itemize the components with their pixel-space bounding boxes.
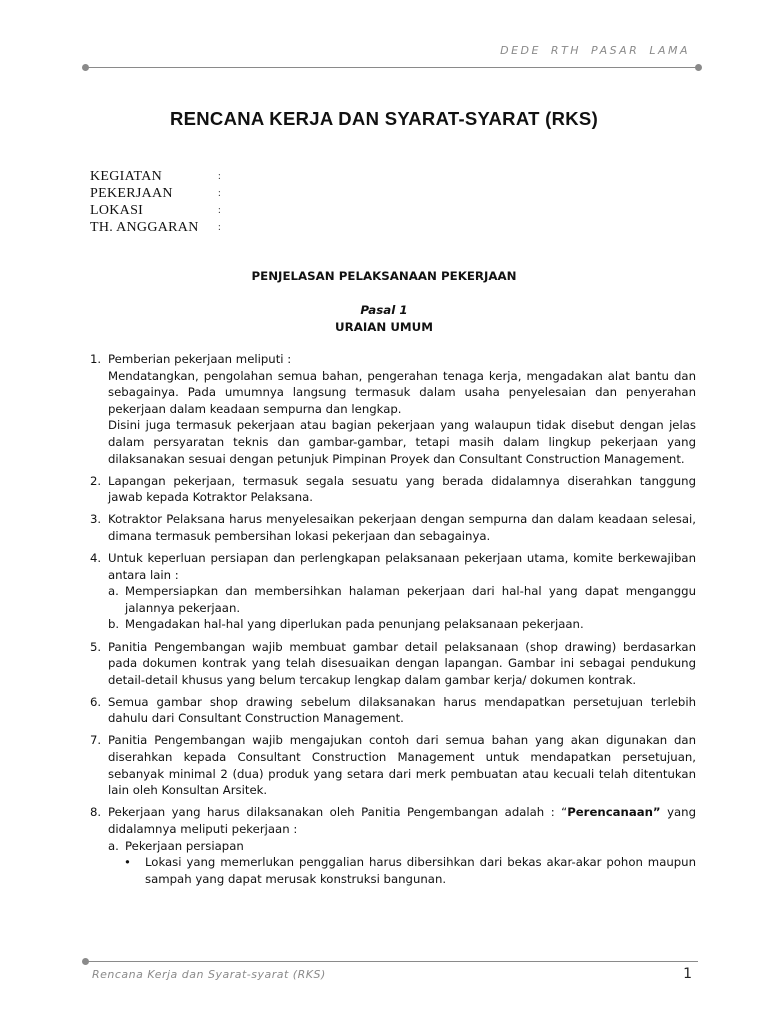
- item-text: Panitia Pengembangan wajib mengajukan contoh dari semua bahan yang akan digunakan dan diserahkan kepada Consultant Construction Management untuk mendapatkan persetujuan, sebanyak minimal 2 (dua) produk yang setara dari merk pembuatan atau kecuali telah ditentukan lain oleh Konsultan Arsitek.: [108, 733, 696, 798]
- meta-colon: :: [218, 205, 221, 216]
- bullet-text: Lokasi yang memerlukan penggalian harus dibersihkan dari bekas akar-akar pohon maupun sampah yang dapat merusak konstruksi bangunan.: [145, 855, 696, 886]
- meta-key: KEGIATAN: [90, 169, 163, 184]
- bullet-icon: •: [124, 855, 131, 870]
- pasal-number: Pasal 1: [360, 303, 408, 317]
- footer-rule: [86, 961, 698, 962]
- meta-colon: :: [218, 171, 221, 182]
- item-number: 1.: [90, 352, 102, 366]
- item-body: [108, 351, 696, 467]
- list-item: [90, 639, 696, 689]
- sub-item-letter: b.: [108, 617, 120, 632]
- meta-row-pekerjaan: [90, 185, 221, 202]
- item-number: 5.: [90, 639, 102, 654]
- item-text: Semua gambar shop drawing sebelum dilaksanakan harus mendapatkan persetujuan terlebih dahulu dari Consultant Construction Management.: [108, 694, 696, 726]
- footer-rule-dot-left: [82, 958, 89, 965]
- list-item: [90, 550, 696, 633]
- article-list: [90, 351, 696, 893]
- header-rule-dot-left: [82, 64, 89, 71]
- item-text: Lapangan pekerjaan, termasuk segala sesuatu yang berada didalamnya diserahkan tanggung jawab kepada Kotraktor Pelaksana.: [108, 473, 696, 505]
- meta-row-anggaran: [90, 219, 221, 236]
- sub-item-a: [108, 838, 696, 855]
- item-body: [108, 804, 696, 887]
- sub-item-text: Mempersiapkan dan membersihkan halaman pekerjaan dari hal-hal yang dapat menganggu jalannya pekerjaan.: [125, 584, 696, 615]
- item-paragraph: [108, 804, 696, 837]
- meta-row-kegiatan: [90, 168, 221, 185]
- header-rule: [86, 67, 698, 68]
- meta-block: [90, 168, 221, 236]
- item-number: 8.: [90, 805, 102, 820]
- item-text-lead: Pekerjaan yang harus dilaksanakan oleh Panitia Pengembangan adalah : “: [108, 805, 568, 820]
- list-item: [90, 804, 696, 887]
- meta-key: TH. ANGGARAN: [90, 220, 199, 235]
- document-title: RENCANA KERJA DAN SYARAT-SYARAT (RKS): [169, 108, 599, 129]
- meta-row-lokasi: [90, 202, 221, 219]
- item-text-tail: yang didalamnya meliputi pekerjaan :: [108, 805, 697, 836]
- sub-item-b: [108, 616, 696, 633]
- list-item: [90, 473, 696, 506]
- meta-colon: :: [218, 222, 221, 233]
- sub-item-letter: a.: [108, 838, 119, 853]
- sub-item-letter: a.: [108, 584, 119, 599]
- item-number: 3.: [90, 512, 102, 527]
- list-item: [90, 732, 696, 798]
- item-paragraph: Untuk keperluan persiapan dan perlengkapan pelaksanaan pekerjaan utama, komite berkewajiban antara lain :: [108, 551, 696, 582]
- bullet-item: [108, 854, 696, 887]
- list-item: [90, 351, 696, 467]
- pasal-title: URAIAN UMUM: [335, 320, 433, 334]
- item-text: Panitia Pengembangan wajib membuat gambar detail pelaksanaan (shop drawing) berdasarkan pada dokumen kontrak yang telah disesuaikan dengan lapangan. Gambar ini sebagai pendukung detail-detail khusus yang belum tercakup lengkap dalam gambar kerja/ dokumen kontrak.: [108, 639, 696, 687]
- item-number: 4.: [90, 551, 102, 566]
- page-number: 1: [683, 966, 692, 982]
- item-number: 7.: [90, 733, 102, 748]
- sub-item-a: [108, 583, 696, 616]
- sub-item-text: Mengadakan hal-hal yang diperlukan pada penunjang pelaksanaan pekerjaan.: [125, 617, 584, 632]
- list-item: [90, 511, 696, 544]
- header-rule-dot-right: [695, 64, 702, 71]
- item-paragraph: Disini juga termasuk pekerjaan atau bagian pekerjaan yang walaupun tidak disebut dengan jelas dalam persyaratan teknis dan gambar-gambar, tetapi masih dalam lingkup pekerjaan yang dilaksanakan sesuai dengan petunjuk Pimpinan Proyek dan Consultant Construction Management.: [108, 418, 696, 466]
- item-paragraph: Mendatangkan, pengolahan semua bahan, pengerahan tenaga kerja, mengadakan alat bantu dan sebagainya. Pada umumnya langsung termasuk dalam usaha penyelesaian dan penyerahan pekerjaan dalam keadaan sempurna dan lengkap.: [108, 368, 696, 416]
- meta-key: LOKASI: [90, 203, 144, 218]
- item-number: 2.: [90, 473, 102, 488]
- sub-item-text: Pekerjaan persiapan: [125, 838, 244, 853]
- item-paragraph: Pemberian pekerjaan meliputi :: [108, 352, 292, 366]
- meta-colon: :: [218, 188, 221, 199]
- item-number: 6.: [90, 694, 102, 709]
- meta-key: PEKERJAAN: [90, 186, 173, 201]
- section-title: PENJELASAN PELAKSANAAN PEKERJAAN: [251, 269, 517, 283]
- running-header: DEDE RTH PASAR LAMA: [500, 44, 690, 57]
- item-text-emphasis: Perencanaan”: [567, 805, 661, 820]
- item-text: Kotraktor Pelaksana harus menyelesaikan pekerjaan dengan sempurna dan dalam keadaan selesai, dimana termasuk pembersihan lokasi pekerjaan dan sebagainya.: [108, 512, 696, 543]
- item-body: [108, 550, 696, 633]
- running-footer: Rencana Kerja dan Syarat-syarat (RKS): [92, 968, 326, 981]
- list-item: [90, 694, 696, 727]
